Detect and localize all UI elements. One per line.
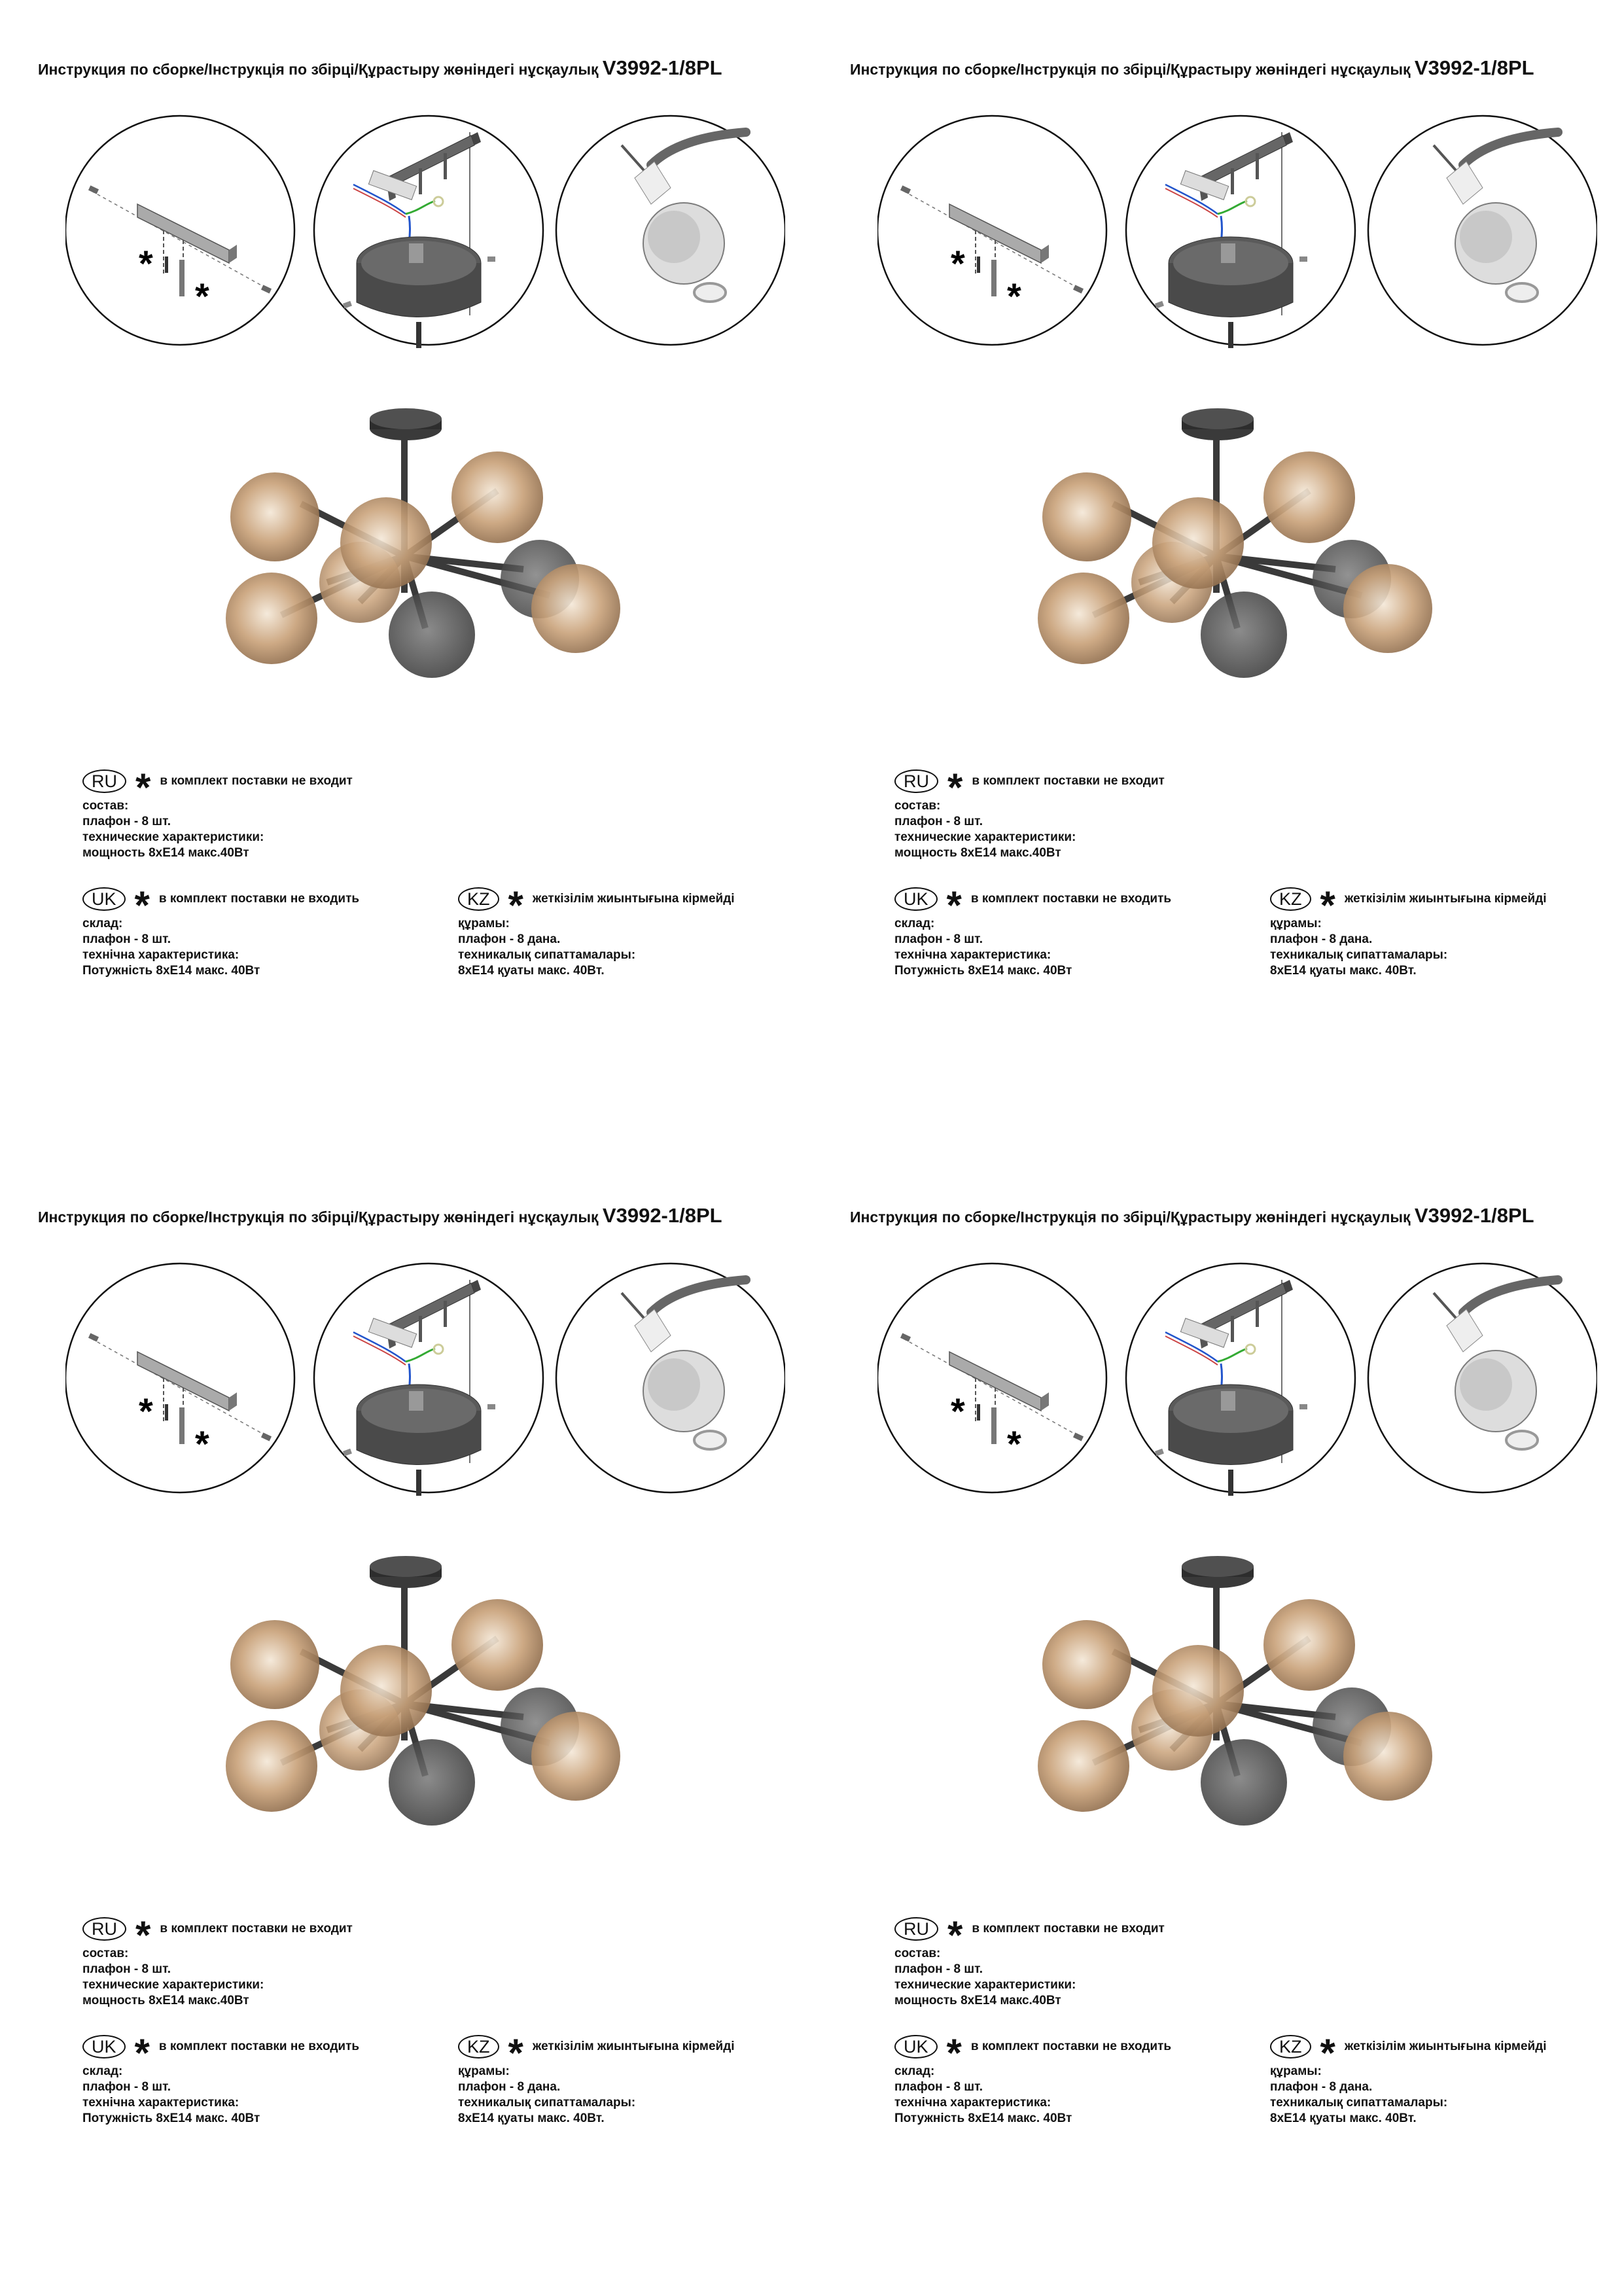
uk-badge: UK	[82, 887, 126, 911]
uk-line: Потужність 8хЕ14 макс. 40Вт	[894, 2111, 1072, 2125]
uk-line: плафон - 8 шт.	[894, 932, 983, 946]
uk-badge: UK	[82, 2035, 126, 2058]
ru-line: плафон - 8 шт.	[82, 815, 171, 828]
kz-section	[1270, 885, 1547, 979]
step-3-shade-attachment	[1368, 1263, 1597, 1492]
ru-line: состав:	[894, 799, 941, 813]
uk-line: технічна характеристика:	[82, 2096, 239, 2110]
kz-line: 8хЕ14 қуаты макс. 40Вт.	[1270, 2111, 1417, 2125]
uk-line: Потужність 8хЕ14 макс. 40Вт	[82, 2111, 260, 2125]
asterisk-icon: *	[946, 883, 962, 927]
step-1-mounting-bracket	[877, 1263, 1106, 1492]
uk-line: технічна характеристика:	[82, 948, 239, 962]
chandelier-illustration	[1021, 393, 1453, 680]
ru-line: технические характеристики:	[894, 1978, 1076, 1992]
kz-section	[1270, 2032, 1547, 2127]
ru-line: мощность 8хЕ14 макс.40Вт	[82, 846, 249, 860]
kz-line: құрамы:	[458, 917, 510, 930]
chandelier-illustration	[1021, 1540, 1453, 1828]
instruction-sheet	[0, 0, 812, 1148]
step-1-mounting-bracket	[65, 1263, 294, 1492]
kz-line: 8хЕ14 қуаты макс. 40Вт.	[1270, 964, 1417, 978]
step-1-mounting-bracket	[877, 116, 1106, 345]
step-3-shade-attachment	[556, 1263, 785, 1492]
title-text: Инструкция по сборке/Інструкція по збірці/Құрастыру жөніндегі нұсқаулық	[850, 1209, 1411, 1226]
ru-line: технические характеристики:	[894, 830, 1076, 844]
kz-line: құрамы:	[1270, 2064, 1322, 2078]
ru-line: состав:	[894, 1947, 941, 1960]
instruction-sheet	[812, 1148, 1624, 2295]
asterisk-icon: *	[947, 766, 963, 809]
kz-line: техникалық сипаттамалары:	[1270, 948, 1448, 962]
glass-shades	[1038, 451, 1432, 678]
kz-line: техникалық сипаттамалары:	[458, 2096, 636, 2110]
figure-star: *	[1007, 275, 1021, 317]
uk-badge: UK	[894, 2035, 938, 2058]
figure-star: *	[139, 243, 153, 284]
chandelier-illustration	[209, 393, 641, 680]
asterisk-icon: *	[134, 2031, 150, 2075]
ru-note: в комплект поставки не входит	[972, 774, 1165, 788]
assembly-steps	[65, 1254, 785, 1502]
kz-line: техникалық сипаттамалары:	[458, 948, 636, 962]
uk-line: Потужність 8хЕ14 макс. 40Вт	[894, 964, 1072, 978]
model-number: V3992-1/8PL	[1414, 56, 1534, 79]
asterisk-icon: *	[1320, 2031, 1335, 2075]
kz-section	[458, 2032, 735, 2127]
ru-section	[82, 1915, 353, 2009]
sheet-title	[850, 1204, 1534, 1227]
kz-badge: KZ	[458, 887, 499, 911]
uk-line: технічна характеристика:	[894, 948, 1051, 962]
ru-line: технические характеристики:	[82, 1978, 264, 1992]
uk-line: плафон - 8 шт.	[82, 932, 171, 946]
title-text: Инструкция по сборке/Інструкція по збірці/Құрастыру жөніндегі нұсқаулық	[38, 61, 599, 78]
ru-line: состав:	[82, 1947, 129, 1960]
uk-line: склад:	[82, 917, 123, 930]
model-number: V3992-1/8PL	[1414, 1204, 1534, 1227]
ru-line: технические характеристики:	[82, 830, 264, 844]
ru-note: в комплект поставки не входит	[972, 1922, 1165, 1935]
uk-note: в комплект поставки не входить	[970, 2040, 1172, 2053]
figure-star: *	[951, 243, 965, 284]
kz-badge: KZ	[458, 2035, 499, 2058]
uk-note: в комплект поставки не входить	[158, 2040, 360, 2053]
assembly-steps	[877, 1254, 1597, 1502]
glass-shades	[226, 1599, 620, 1826]
uk-line: склад:	[894, 917, 935, 930]
ru-badge: RU	[894, 1917, 938, 1941]
instruction-sheet	[0, 1148, 812, 2295]
kz-note: жеткізілім жиынтығына кірмейді	[532, 892, 735, 906]
asterisk-icon: *	[946, 2031, 962, 2075]
uk-section	[82, 885, 359, 979]
asterisk-icon: *	[1320, 883, 1335, 927]
asterisk-icon: *	[135, 1913, 151, 1957]
kz-line: 8хЕ14 қуаты макс. 40Вт.	[458, 964, 605, 978]
step-2-wiring-canopy	[1126, 116, 1355, 348]
ru-line: мощность 8хЕ14 макс.40Вт	[894, 1994, 1061, 2007]
figure-star: *	[1007, 1423, 1021, 1464]
glass-shades	[226, 451, 620, 678]
ru-badge: RU	[82, 769, 126, 793]
chandelier-illustration	[209, 1540, 641, 1828]
instruction-sheet	[812, 0, 1624, 1148]
ru-line: плафон - 8 шт.	[82, 1962, 171, 1976]
uk-line: плафон - 8 шт.	[82, 2080, 171, 2094]
kz-line: плафон - 8 дана.	[1270, 932, 1373, 946]
uk-badge: UK	[894, 887, 938, 911]
ru-badge: RU	[82, 1917, 126, 1941]
figure-star: *	[139, 1390, 153, 1432]
kz-line: плафон - 8 дана.	[458, 2080, 561, 2094]
uk-line: Потужність 8хЕ14 макс. 40Вт	[82, 964, 260, 978]
kz-line: плафон - 8 дана.	[458, 932, 561, 946]
asterisk-icon: *	[508, 883, 523, 927]
uk-line: склад:	[894, 2064, 935, 2078]
sheet-title	[850, 56, 1534, 80]
kz-line: 8хЕ14 қуаты макс. 40Вт.	[458, 2111, 605, 2125]
kz-line: плафон - 8 дана.	[1270, 2080, 1373, 2094]
uk-line: технічна характеристика:	[894, 2096, 1051, 2110]
ru-section	[894, 1915, 1165, 2009]
ru-line: состав:	[82, 799, 129, 813]
ru-note: в комплект поставки не входит	[160, 774, 353, 788]
step-2-wiring-canopy	[314, 116, 543, 348]
uk-line: плафон - 8 шт.	[894, 2080, 983, 2094]
kz-line: құрамы:	[458, 2064, 510, 2078]
sheet-title	[38, 56, 722, 80]
title-text: Инструкция по сборке/Інструкція по збірці/Құрастыру жөніндегі нұсқаулық	[850, 61, 1411, 78]
uk-line: склад:	[82, 2064, 123, 2078]
asterisk-icon: *	[134, 883, 150, 927]
model-number: V3992-1/8PL	[602, 56, 722, 79]
kz-note: жеткізілім жиынтығына кірмейді	[1344, 892, 1547, 906]
uk-note: в комплект поставки не входить	[970, 892, 1172, 906]
figure-star: *	[195, 1423, 209, 1464]
step-2-wiring-canopy	[1126, 1263, 1355, 1496]
ru-badge: RU	[894, 769, 938, 793]
assembly-steps	[877, 106, 1597, 355]
kz-line: құрамы:	[1270, 917, 1322, 930]
model-number: V3992-1/8PL	[602, 1204, 722, 1227]
ru-section	[894, 767, 1165, 861]
figure-star: *	[951, 1390, 965, 1432]
kz-note: жеткізілім жиынтығына кірмейді	[1344, 2040, 1547, 2053]
ru-note: в комплект поставки не входит	[160, 1922, 353, 1935]
title-text: Инструкция по сборке/Інструкція по збірці/Құрастыру жөніндегі нұсқаулық	[38, 1209, 599, 1226]
ru-line: мощность 8хЕ14 макс.40Вт	[894, 846, 1061, 860]
kz-badge: KZ	[1270, 887, 1311, 911]
ru-line: плафон - 8 шт.	[894, 1962, 983, 1976]
asterisk-icon: *	[508, 2031, 523, 2075]
asterisk-icon: *	[947, 1913, 963, 1957]
glass-shades	[1038, 1599, 1432, 1826]
uk-section	[894, 885, 1171, 979]
sheet-title	[38, 1204, 722, 1227]
step-2-wiring-canopy	[314, 1263, 543, 1496]
kz-line: техникалық сипаттамалары:	[1270, 2096, 1448, 2110]
step-3-shade-attachment	[1368, 116, 1597, 345]
uk-section	[894, 2032, 1171, 2127]
assembly-steps	[65, 106, 785, 355]
uk-section	[82, 2032, 359, 2127]
figure-star: *	[195, 275, 209, 317]
uk-note: в комплект поставки не входить	[158, 892, 360, 906]
ru-line: плафон - 8 шт.	[894, 815, 983, 828]
kz-badge: KZ	[1270, 2035, 1311, 2058]
kz-note: жеткізілім жиынтығына кірмейді	[532, 2040, 735, 2053]
kz-section	[458, 885, 735, 979]
asterisk-icon: *	[135, 766, 151, 809]
step-1-mounting-bracket	[65, 116, 294, 345]
ru-section	[82, 767, 353, 861]
ru-line: мощность 8хЕ14 макс.40Вт	[82, 1994, 249, 2007]
step-3-shade-attachment	[556, 116, 785, 345]
